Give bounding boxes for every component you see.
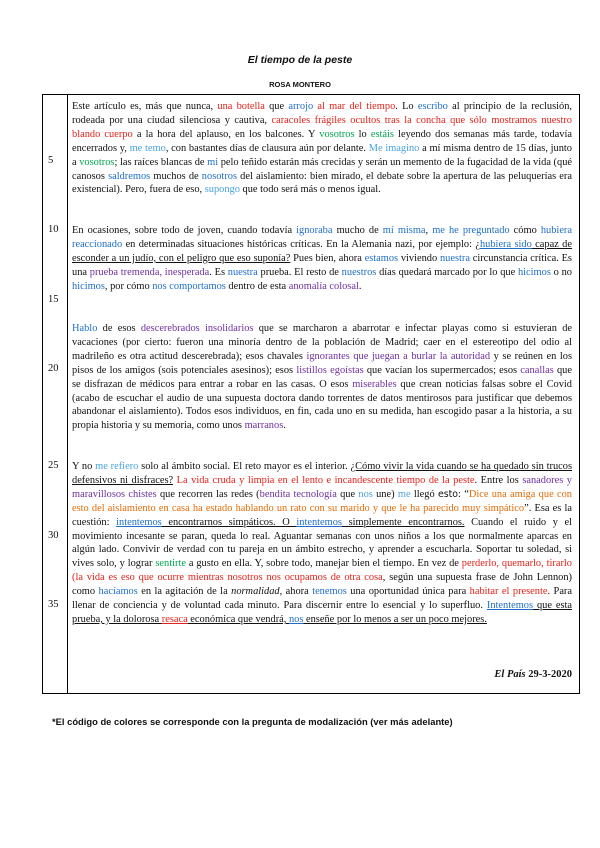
line-number: 35 [48, 599, 59, 610]
line-number: 25 [48, 460, 59, 471]
line-number: 30 [48, 530, 59, 541]
paragraph-4: Y no me refiero solo al ámbito social. El reto mayor es el interior. ¿Cómo vivir la vida cuando se ha quedado sin trucos defensivos ni disfraces? La vida cruda y limpia en el lento e incandescente tiempo de la peste. Entre los sanadores y maravillosos chistes que recorren las redes (bendita tecnología que nos une) me llegó esto: “Dice una amiga que con esto del aislamiento en casa ha estado hablando un rato con su marido y que le ha parecido muy simpático”. Esa es la cuestión: intentemos encontrarnos simpáticos. O intentemos simplemente encontrarnos. Cuando el ruido y el movimiento incesante se paran, queda lo real. Aguantar semanas con unos niños a los que normalmente aparcas en algún lado. Convivir de verdad con tu pareja en un ámbito estrecho, y aprender a escucharla. Soportar tu soledad, si vives solo, y lograr sentirte a gusto en ella. Y, sobre todo, manejar bien el tiempo. En vez de perderlo, quemarlo, tirarlo (la vida es eso que ocurre mientras nosotros nos ocupamos de otra cosa, según una supuesta frase de John Lennon) como hacíamos en la agitación de la normalidad, ahora tenemos una oportunidad única para habitar el presente. Para llenar de conciencia y de voluntad cada minuto. Para discernir entre lo esencial y lo superfluo. Intentemos que esta prueba, y la dolorosa resaca económica que vendrá, nos enseñe por lo menos a ser un poco mejores. [72, 461, 573, 625]
paragraph-3: Hablo de esos descerebrados insolidarios que se marcharon a abarrotar e infectar playas como si estuvieran de vacaciones (por cierto: fueron una minoría dentro de la población de Madrid; caer en el estereotipo del odio al madrileño es otra actitud descerebrada); esos chavales ignorantes que juegan a burlar la autoridad y se reúnen en los pisos de los amigos (sois potenciales asesinos); esos listillos egoístas que vacían los supermercados; esos canallas que se disfrazan de médicos para entrar a robar en las casas. O esos miserables que crean noticias falsas sobre el Covid (acabo de escuchar el audio de una supuesta doctora dando torrentes de datos mentirosos para justificar que debemos abandonar el aislamiento). Todos esos individuos, en fin, cada uno en su medida, han escogido pasar a la historia, a su propia historia y su memoria, como unos marranos. [72, 323, 573, 432]
line-number: 20 [48, 363, 59, 374]
line-number: 15 [48, 294, 59, 305]
footnote: *El código de colores se corresponde con la pregunta de modalización (ver más adelante) [52, 716, 453, 727]
line-number: 5 [48, 155, 54, 166]
paragraph-1: Este artículo es, más que nunca, una botella que arrojo al mar del tiempo. Lo escribo al principio de la reclusión, rodeada por una ciudad silenciosa y cautiva, caracoles frágiles ocultos tras la concha que sólo mostramos nuestro blando cuerpo a la hora del aplauso, en los balcones. Y vosotros lo estáis leyendo dos semanas más tarde, todavía encerrados y, me temo, con bastantes días de clausura aún por delante. Me imagino a mí misma dentro de 15 días, junto a vosotros; las raíces blancas de mi pelo teñido estarán más crecidas y serán un memento de la fugacidad de la vida (qué canosos saldremos muchos de nosotros del aislamiento: bien mirado, el debate sobre la apertura de las peluquerías era existencial). Pero, fuera de eso, supongo que todo será más o menos igual. [72, 101, 573, 196]
paragraph-2: En ocasiones, sobre todo de joven, cuando todavía ignoraba mucho de mí misma, me he preguntado cómo hubiera reaccionado en determinadas situaciones históricas críticas. En la Alemania nazi, por ejemplo: ¿hubiera sido capaz de esconder a un judío, con el peligro que eso suponía? Pues bien, ahora estamos viviendo nuestra circunstancia crítica. Es una prueba tremenda, inesperada. Es nuestra prueba. El resto de nuestros días quedará marcado por lo que hicimos o no hicimos, por cómo nos comportamos dentro de esta anomalía colosal. [72, 225, 573, 292]
line-number-divider [67, 95, 68, 693]
source-citation: El País 29-3-2020 [494, 669, 572, 680]
line-number: 10 [48, 224, 59, 235]
author-name: ROSA MONTERO [269, 80, 331, 89]
page-title: El tiempo de la peste [247, 54, 353, 66]
